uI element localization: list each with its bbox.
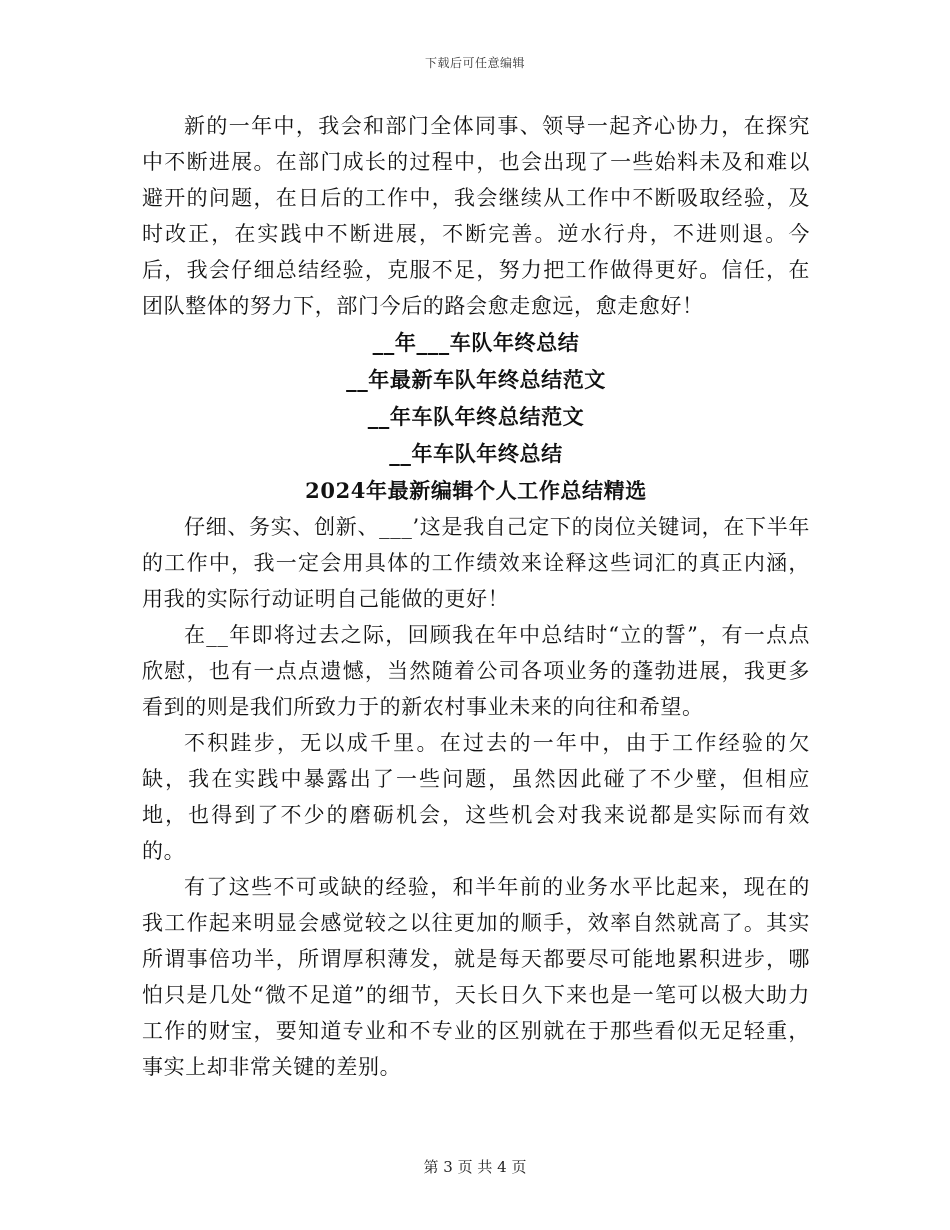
paragraph-review: 在__年即将过去之际，回顾我在年中总结时“立的誓”，有一点点欣慰，也有一点点遗憾，当然随着公司各项业务的蓬勃进展，我更多看到的则是我们所致力于的新农村事业未来的向往和希望。 — [142, 623, 810, 719]
document-body — [142, 108, 810, 1085]
heading-fleet-summary-sample: __年车队年终总结范文 — [367, 404, 585, 429]
heading-fleet-summary-short: __年车队年终总结 — [389, 441, 563, 466]
paragraph-lessons: 不积跬步，无以成千里。在过去的一年中，由于工作经验的欠缺，我在实践中暴露出了一些问题，虽然因此碰了不少壁，但相应地，也得到了不少的磨砺机会，这些机会对我来说都是实际而有效的。 — [142, 731, 810, 863]
heading-fleet-summary: __年___车队年终总结 — [372, 330, 580, 355]
heading-personal-summary: 2024年最新编辑个人工作总结精选 — [305, 478, 647, 503]
page-header: 下载后可任意编辑 — [424, 56, 525, 70]
paragraph-team-outlook: 新的一年中，我会和部门全体同事、领导一起齐心协力，在探究中不断进展。在部门成长的过程中，也会出现了一些始料未及和难以避开的问题，在日后的工作中，我会继续从工作中不断吸取经验，及时改正，在实践中不断进展，不断完善。逆水行舟，不进则退。今后，我会仔细总结经验，克服不足，努力把工作做得更好。信任，在团队整体的努力下，部门今后的路会愈走愈远，愈走愈好！ — [142, 114, 810, 318]
paragraph-experience: 有了这些不可或缺的经验，和半年前的业务水平比起来，现在的我工作起来明显会感觉较之以往更加的顺手，效率自然就高了。其实所谓事倍功半，所谓厚积薄发，就是每天都要尽可能地累积进步，哪怕只是几处“微不足道”的细节，天长日久下来也是一笔可以极大助力工作的财宝，要知道专业和不专业的区别就在于那些看似无足轻重，事实上却非常关键的差别。 — [142, 875, 810, 1079]
paragraph-keywords: 仔细、务实、创新、___’这是我自己定下的岗位关键词，在下半年的工作中，我一定会用具体的工作绩效来诠释这些词汇的真正内涵，用我的实际行动证明自己能做的更好！ — [142, 515, 810, 611]
page-footer: 第 3 页 共 4 页 — [423, 1158, 527, 1176]
heading-fleet-summary-latest: __年最新车队年终总结范文 — [346, 367, 606, 392]
